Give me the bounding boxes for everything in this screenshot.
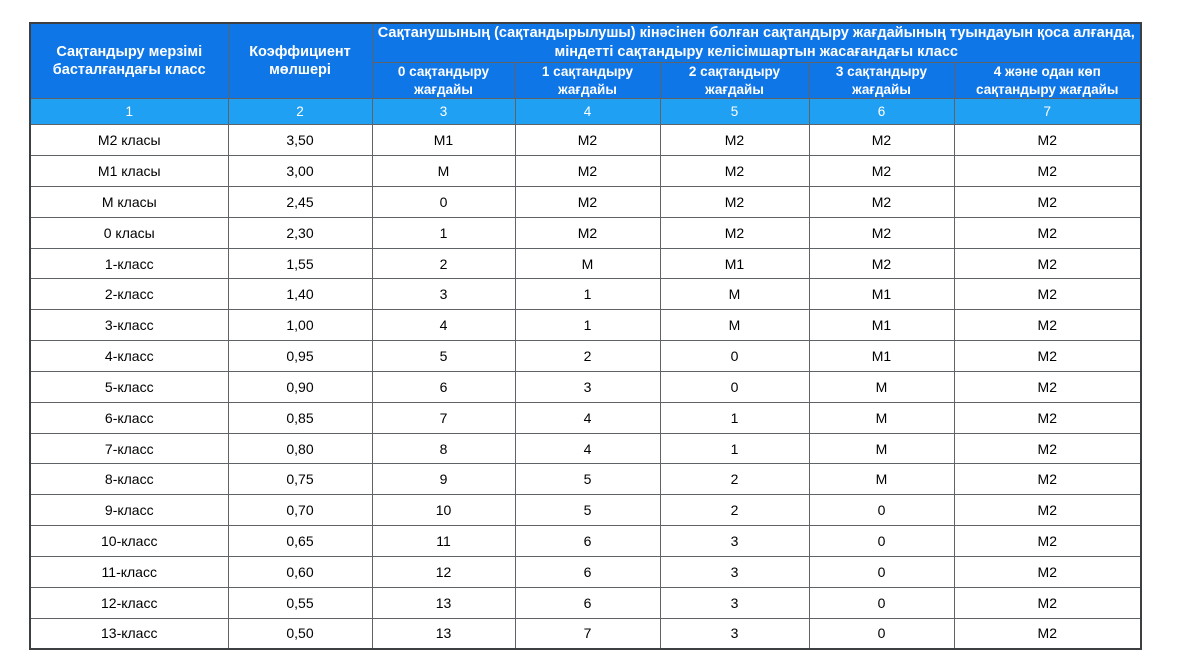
table-row — [30, 402, 1141, 433]
header-sub-2-cases: 2 сақтандыру жағдайы — [660, 63, 809, 99]
header-sub-4-or-more-cases: 4 және одан көп сақтандыру жағдайы — [954, 63, 1141, 99]
row-class-label: 10-класс — [30, 526, 228, 557]
table-cell: 5 — [515, 495, 660, 526]
table-cell: М2 — [954, 526, 1141, 557]
table-cell: М2 — [954, 248, 1141, 279]
table-cell: 1,40 — [228, 279, 372, 310]
table-cell: М2 — [954, 587, 1141, 618]
table-cell: 0,90 — [228, 371, 372, 402]
table-cell: М2 — [809, 217, 954, 248]
table-cell: М2 — [809, 248, 954, 279]
row-class-label: 4-класс — [30, 341, 228, 372]
table-cell: 0,75 — [228, 464, 372, 495]
table-row — [30, 217, 1141, 248]
table-cell: М2 — [809, 187, 954, 218]
row-class-label: 2-класс — [30, 279, 228, 310]
table-cell: 1 — [515, 310, 660, 341]
table-cell: 11 — [372, 526, 515, 557]
table-cell: 0,55 — [228, 587, 372, 618]
table-cell: 1,00 — [228, 310, 372, 341]
table-cell: М2 — [954, 125, 1141, 156]
table-row — [30, 618, 1141, 649]
table-cell: М2 — [954, 341, 1141, 372]
table-cell: 0 — [660, 341, 809, 372]
table-cell: 2 — [660, 464, 809, 495]
table-cell: М — [515, 248, 660, 279]
table-cell: 2 — [372, 248, 515, 279]
table-cell: М2 — [954, 618, 1141, 649]
table-cell: М — [660, 310, 809, 341]
table-row — [30, 464, 1141, 495]
table-cell: 0,60 — [228, 556, 372, 587]
table-cell: 1 — [660, 402, 809, 433]
table-cell: 9 — [372, 464, 515, 495]
row-class-label: 3-класс — [30, 310, 228, 341]
table-row — [30, 526, 1141, 557]
column-number-row — [30, 99, 1141, 125]
table-cell: М1 — [372, 125, 515, 156]
row-class-label: 8-класс — [30, 464, 228, 495]
table-cell: М2 — [954, 464, 1141, 495]
header-row-primary — [30, 23, 1141, 63]
column-number-5: 5 — [660, 99, 809, 125]
table-cell: 0 — [660, 371, 809, 402]
header-coefficient-amount: Коэффициент мөлшері — [228, 23, 372, 99]
row-class-label: 5-класс — [30, 371, 228, 402]
column-number-1: 1 — [30, 99, 228, 125]
table-cell: 5 — [515, 464, 660, 495]
row-class-label: 9-класс — [30, 495, 228, 526]
table-cell: М — [372, 156, 515, 187]
table-cell: 2 — [515, 341, 660, 372]
row-class-label: 7-класс — [30, 433, 228, 464]
table-row — [30, 125, 1141, 156]
table-cell: М — [809, 402, 954, 433]
table-cell: 0,65 — [228, 526, 372, 557]
table-cell: М — [809, 464, 954, 495]
table-cell: М2 — [515, 187, 660, 218]
table-header — [30, 23, 1141, 125]
table-cell: М2 — [954, 310, 1141, 341]
table-row — [30, 187, 1141, 218]
table-cell: 0 — [809, 495, 954, 526]
header-sub-1-case: 1 сақтандыру жағдайы — [515, 63, 660, 99]
table-cell: 6 — [515, 556, 660, 587]
table-cell: М — [809, 433, 954, 464]
column-number-7: 7 — [954, 99, 1141, 125]
table-cell: 3,50 — [228, 125, 372, 156]
header-group-contract-class: Сақтанушының (сақтандырылушы) кінәсінен болған сақтандыру жағдайының туындауын қоса алғанда, міндетті сақтандыру келісімшартын жасағандағы класс — [372, 23, 1141, 63]
table-cell: 0 — [372, 187, 515, 218]
table-cell: 4 — [515, 433, 660, 464]
table-cell: 1 — [515, 279, 660, 310]
bonus-malus-class-table — [29, 22, 1142, 650]
column-number-6: 6 — [809, 99, 954, 125]
table-cell: М2 — [809, 125, 954, 156]
table-cell: М2 — [954, 279, 1141, 310]
table-row — [30, 587, 1141, 618]
bonus-malus-table-container — [29, 22, 1140, 650]
table-cell: М2 — [515, 156, 660, 187]
table-cell: М2 — [809, 156, 954, 187]
table-row — [30, 341, 1141, 372]
row-class-label: 12-класс — [30, 587, 228, 618]
table-cell: 7 — [515, 618, 660, 649]
row-class-label: М класы — [30, 187, 228, 218]
table-cell: М2 — [515, 217, 660, 248]
table-cell: М2 — [515, 125, 660, 156]
table-cell: 0,50 — [228, 618, 372, 649]
table-cell: М1 — [809, 279, 954, 310]
row-class-label: 0 класы — [30, 217, 228, 248]
table-cell: 2,30 — [228, 217, 372, 248]
table-cell: 1 — [660, 433, 809, 464]
table-cell: 3 — [660, 587, 809, 618]
row-class-label: 13-класс — [30, 618, 228, 649]
table-cell: 3 — [660, 526, 809, 557]
table-cell: 7 — [372, 402, 515, 433]
table-cell: 0,85 — [228, 402, 372, 433]
table-cell: М2 — [660, 187, 809, 218]
column-number-4: 4 — [515, 99, 660, 125]
row-class-label: 11-класс — [30, 556, 228, 587]
table-cell: 3 — [660, 618, 809, 649]
table-cell: М2 — [660, 156, 809, 187]
table-cell: 3 — [515, 371, 660, 402]
table-cell: 8 — [372, 433, 515, 464]
table-cell: 3 — [372, 279, 515, 310]
table-row — [30, 495, 1141, 526]
table-cell: 0,80 — [228, 433, 372, 464]
table-cell: М2 — [954, 156, 1141, 187]
table-body — [30, 125, 1141, 649]
table-cell: М2 — [954, 217, 1141, 248]
table-cell: 5 — [372, 341, 515, 372]
table-cell: 6 — [372, 371, 515, 402]
table-cell: М2 — [954, 495, 1141, 526]
table-cell: 4 — [372, 310, 515, 341]
header-sub-3-cases: 3 сақтандыру жағдайы — [809, 63, 954, 99]
table-cell: 6 — [515, 526, 660, 557]
table-cell: 13 — [372, 618, 515, 649]
table-cell: М2 — [954, 402, 1141, 433]
table-cell: 0 — [809, 587, 954, 618]
table-cell: 1 — [372, 217, 515, 248]
table-row — [30, 279, 1141, 310]
table-cell: М1 — [660, 248, 809, 279]
table-row — [30, 310, 1141, 341]
table-cell: М2 — [954, 371, 1141, 402]
table-cell: 1,55 — [228, 248, 372, 279]
table-cell: М — [660, 279, 809, 310]
column-number-3: 3 — [372, 99, 515, 125]
table-cell: 10 — [372, 495, 515, 526]
row-class-label: 1-класс — [30, 248, 228, 279]
table-cell: 0 — [809, 618, 954, 649]
table-row — [30, 371, 1141, 402]
table-cell: 4 — [515, 402, 660, 433]
table-row — [30, 433, 1141, 464]
table-cell: 0,70 — [228, 495, 372, 526]
table-cell: 2,45 — [228, 187, 372, 218]
row-class-label: 6-класс — [30, 402, 228, 433]
table-row — [30, 556, 1141, 587]
table-cell: 2 — [660, 495, 809, 526]
table-cell: М2 — [954, 187, 1141, 218]
table-cell: М2 — [660, 125, 809, 156]
table-cell: М2 — [954, 433, 1141, 464]
table-cell: М1 — [809, 341, 954, 372]
table-cell: 0 — [809, 556, 954, 587]
row-class-label: М1 класы — [30, 156, 228, 187]
row-class-label: М2 класы — [30, 125, 228, 156]
table-cell: 6 — [515, 587, 660, 618]
table-cell: 13 — [372, 587, 515, 618]
table-cell: 3 — [660, 556, 809, 587]
table-cell: М — [809, 371, 954, 402]
header-insurance-start-class: Сақтандыру мерзімі басталғандағы класс — [30, 23, 228, 99]
column-number-2: 2 — [228, 99, 372, 125]
header-sub-0-cases: 0 сақтандыру жағдайы — [372, 63, 515, 99]
table-cell: 0 — [809, 526, 954, 557]
table-cell: 0,95 — [228, 341, 372, 372]
table-cell: 3,00 — [228, 156, 372, 187]
table-cell: М2 — [660, 217, 809, 248]
table-row — [30, 248, 1141, 279]
table-row — [30, 156, 1141, 187]
table-cell: 12 — [372, 556, 515, 587]
table-cell: М2 — [954, 556, 1141, 587]
table-cell: М1 — [809, 310, 954, 341]
